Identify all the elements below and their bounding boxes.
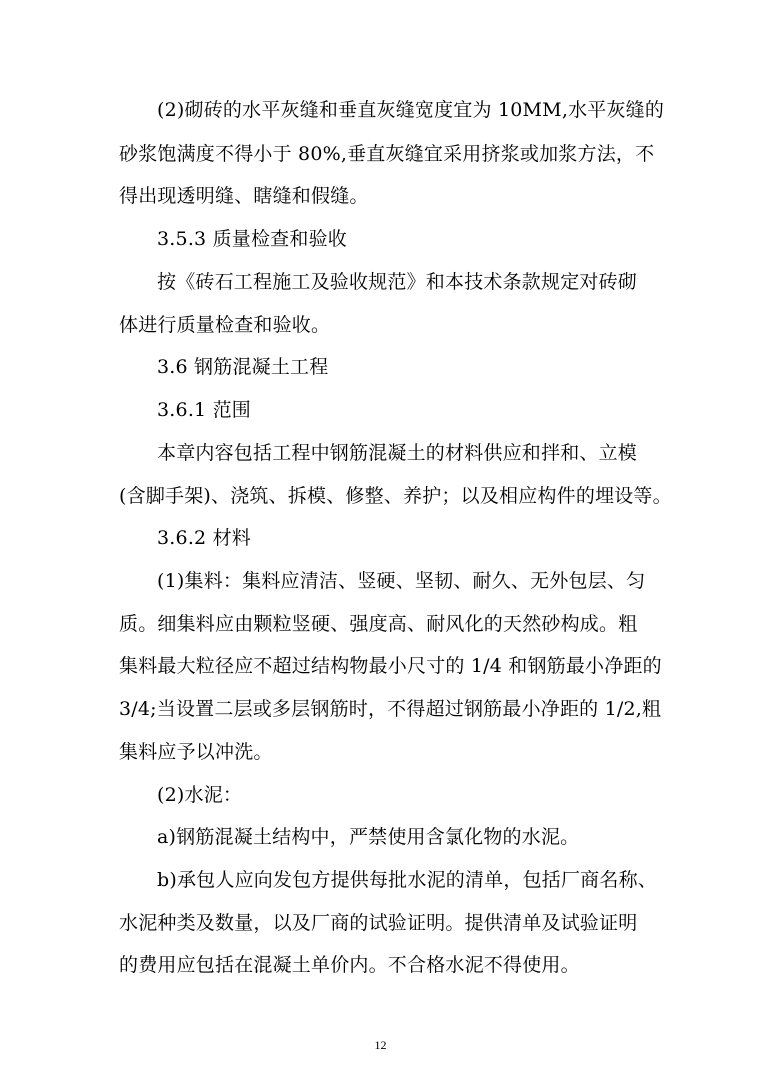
section-heading: 3.5.3 质量检查和验收 — [157, 228, 347, 250]
text-line: 3/4;当设置二层或多层钢筋时，不得超过钢筋最小净距的 1/2,粗 — [119, 698, 662, 720]
text-line: (2)砌砖的水平灰缝和垂直灰缝宽度宜为 10MM,水平灰缝的 — [157, 99, 665, 121]
section-heading: 3.6 钢筋混凝土工程 — [157, 356, 329, 378]
text-line: 集料最大粒径应不超过结构物最小尺寸的 1/4 和钢筋最小净距的 — [119, 655, 662, 677]
text-line: 质。细集料应由颗粒竖硬、强度高、耐风化的天然砂构成。粗 — [119, 613, 638, 635]
text-line: 得出现透明缝、瞎缝和假缝。 — [119, 185, 369, 207]
text-line: 本章内容包括工程中钢筋混凝土的材料供应和拌和、立模 — [157, 442, 638, 464]
text-line: 砂浆饱满度不得小于 80%,垂直灰缝宜采用挤浆或加浆方法，不 — [119, 143, 655, 165]
text-line: 按《砖石工程施工及验收规范》和本技术条款规定对砖砌 — [157, 271, 638, 293]
text-line: b)承包人应向发包方提供每批水泥的清单，包括厂商名称、 — [157, 869, 657, 891]
text-line: 的费用应包括在混凝土单价内。不合格水泥不得使用。 — [119, 954, 580, 976]
text-line: 水泥种类及数量，以及厂商的试验证明。提供清单及试验证明 — [119, 912, 638, 934]
page-number: 12 — [374, 1038, 387, 1052]
text-line: (1)集料：集料应清洁、竖硬、坚韧、耐久、无外包层、匀 — [157, 570, 646, 592]
text-line: (含脚手架)、浇筑、拆模、修整、养护；以及相应构件的埋设等。 — [119, 485, 672, 507]
text-line: 集料应予以冲洗。 — [119, 741, 273, 763]
section-heading: 3.6.2 材料 — [157, 527, 251, 549]
text-line: a)钢筋混凝土结构中，严禁使用含氯化物的水泥。 — [157, 826, 580, 848]
text-line: (2)水泥： — [157, 784, 243, 806]
text-line: 体进行质量检查和验收。 — [119, 314, 331, 336]
section-heading: 3.6.1 范围 — [157, 399, 251, 421]
